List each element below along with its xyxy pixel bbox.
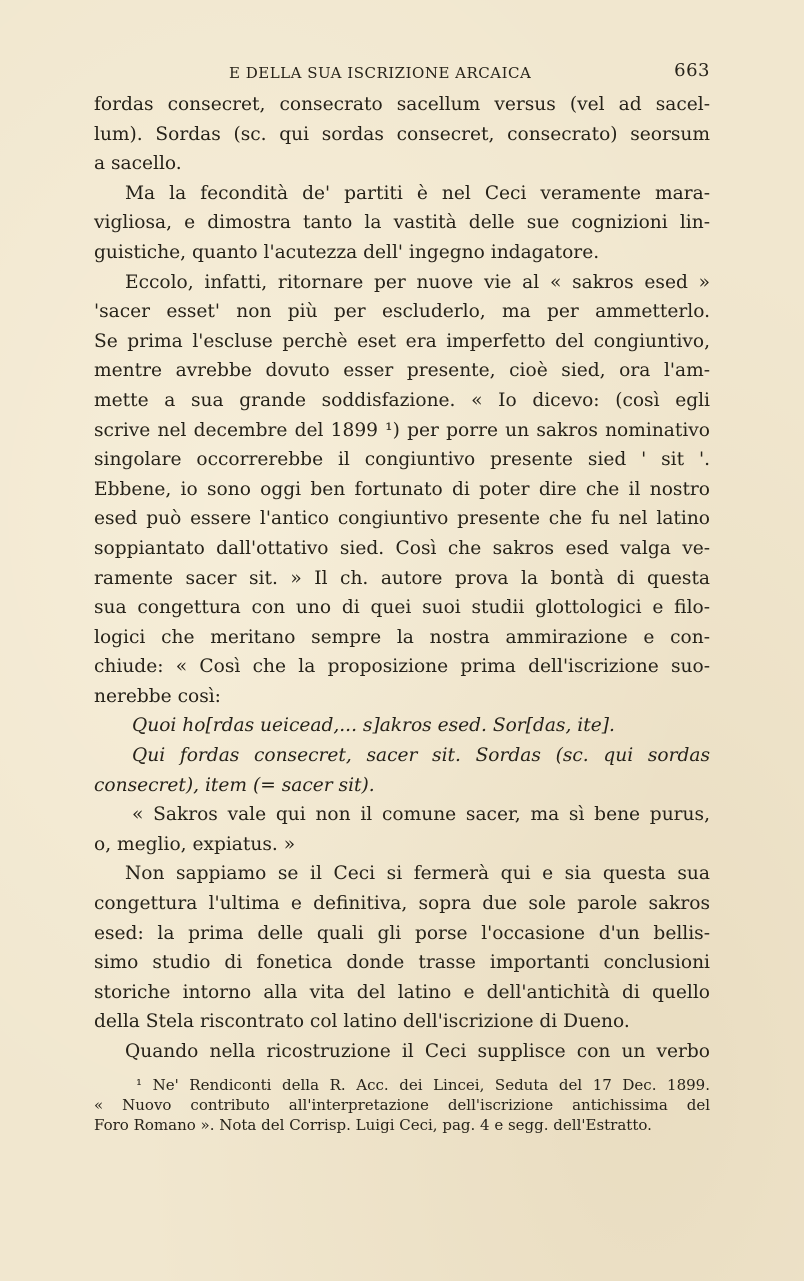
footnotes	[94, 1075, 710, 1135]
text-line: lum). Sordas (sc. qui sordas consecret, consecrato) seorsum	[94, 123, 710, 145]
text-line: Quando nella ricostruzione il Ceci supplisce con un verbo	[125, 1041, 710, 1062]
text-line: guistiche, quanto l'acutezza dell' ingegno indagatore.	[94, 241, 600, 263]
text-line: 'sacer esset' non più per escluderlo, ma per ammetterlo.	[94, 301, 710, 323]
text-line: « Sakros vale qui non il comune sacer, ma sì bene purus,	[132, 804, 710, 826]
text-line: logici che meritano sempre la nostra ammirazione e con-	[94, 626, 710, 648]
footnote-line: ¹ Ne' Rendiconti della R. Acc. dei Lincei, Seduta del 17 Dec. 1899.	[136, 1075, 710, 1094]
text-line: congettura l'ultima e definitiva, sopra due sole parole sakros	[94, 893, 710, 915]
running-header	[94, 60, 710, 90]
text-line: Non sappiamo se il Ceci si fermerà qui e sia questa sua	[125, 863, 710, 885]
text-line: storiche intorno alla vita del latino e dell'antichità di quello	[94, 981, 710, 1003]
page	[94, 60, 710, 1135]
quote-line: consecret), item (= sacer sit).	[94, 774, 375, 796]
body-text	[94, 90, 710, 1067]
text-line: a sacello.	[94, 153, 182, 175]
text-line: o, meglio, expiatus. »	[94, 833, 296, 855]
text-line: mette a sua grande soddisfazione. « Io dicevo: (così egli	[94, 389, 710, 411]
text-line: Ma la fecondità de' partiti è nel Ceci veramente mara-	[125, 182, 710, 204]
footnote-line: « Nuovo contributo all'interpretazione dell'iscrizione antichissima del	[94, 1095, 710, 1114]
text-line: Se prima l'escluse perchè eset era imperfetto del congiuntivo,	[94, 330, 710, 352]
running-title: E DELLA SUA ISCRIZIONE ARCAICA	[229, 64, 532, 82]
text-line: Eccolo, infatti, ritornare per nuove vie al « sakros esed »	[125, 271, 710, 293]
text-line: della Stela riscontrato col latino dell'iscrizione di Dueno.	[94, 1011, 630, 1033]
text-line: simo studio di fonetica donde trasse importanti conclusioni	[94, 952, 710, 974]
text-line: scrive nel decembre del 1899 ¹) per porre un sakros nominativo	[94, 419, 710, 441]
quote-line: Quoi ho[rdas ueicead,... s]akros esed. Sor[das, ite].	[132, 715, 615, 737]
text-line: chiude: « Così che la proposizione prima dell'iscrizione suo-	[94, 656, 710, 678]
text-line: sua congettura con uno di quei suoi studii glottologici e filo-	[94, 597, 710, 619]
page-number: 663	[674, 60, 710, 81]
text-line: Ebbene, io sono oggi ben fortunato di poter dire che il nostro	[94, 478, 710, 500]
text-line: fordas consecret, consecrato sacellum versus (vel ad sacel-	[94, 94, 710, 115]
text-line: mentre avrebbe dovuto esser presente, cioè sied, ora l'am-	[94, 360, 710, 382]
quote-line: Qui fordas consecret, sacer sit. Sordas (sc. qui sordas	[132, 745, 710, 767]
text-line: ramente sacer sit. » Il ch. autore prova la bontà di questa	[94, 567, 710, 589]
text-line: vigliosa, e dimostra tanto la vastità delle sue cognizioni lin-	[94, 212, 710, 234]
text-line: esed può essere l'antico congiuntivo presente che fu nel latino	[94, 508, 710, 530]
text-line: esed: la prima delle quali gli porse l'occasione d'un bellis-	[94, 922, 710, 944]
footnote-line: Foro Romano ». Nota del Corrisp. Luigi Ceci, pag. 4 e segg. dell'Estratto.	[94, 1115, 652, 1134]
text-line: soppiantato dall'ottativo sied. Così che sakros esed valga ve-	[94, 537, 710, 559]
text-line: singolare occorrerebbe il congiuntivo presente sied ' sit '.	[94, 449, 710, 471]
text-line: nerebbe così:	[94, 685, 221, 707]
